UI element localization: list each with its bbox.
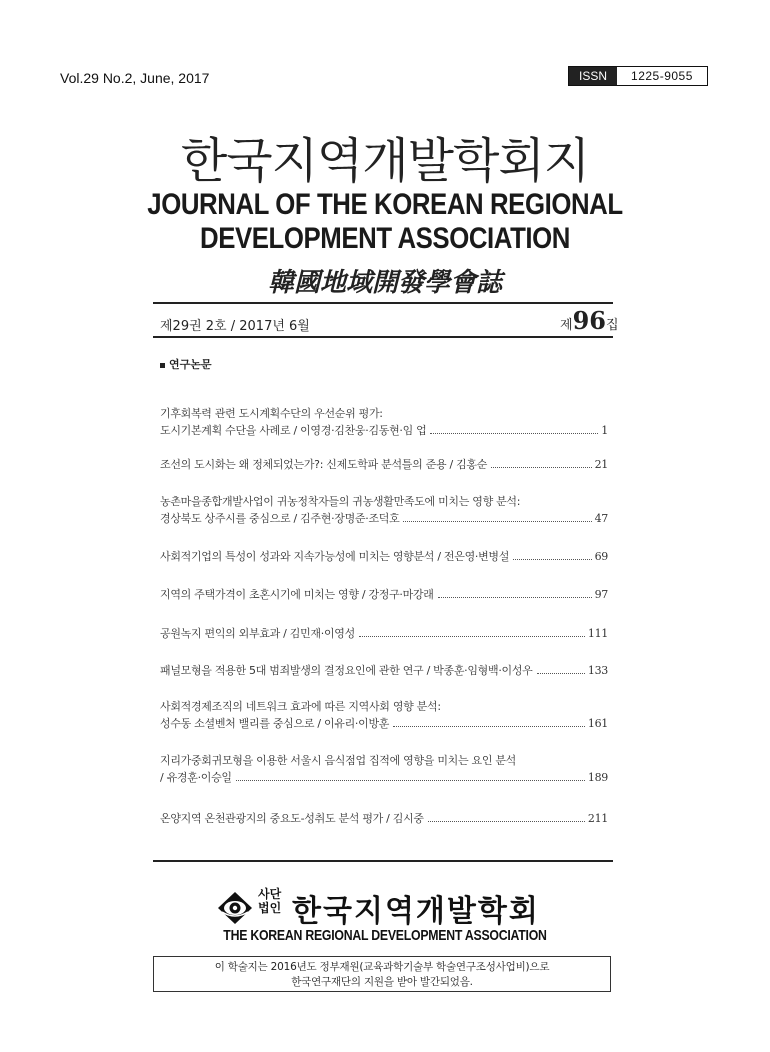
- toc-title: 온양지역 온천관광지의 중요도-성취도 분석 평가 / 김시중: [160, 812, 424, 825]
- toc-title: 조선의 도시화는 왜 정체되었는가?: 신제도학파 분석틀의 준용 / 김홍순: [160, 458, 488, 471]
- toc-page: 161: [587, 717, 608, 730]
- funding-notice: [153, 956, 611, 992]
- toc-leader: [359, 636, 585, 637]
- journal-title-english-line1: JOURNAL OF THE KOREAN REGIONAL: [147, 188, 623, 221]
- toc-page: 21: [594, 458, 608, 471]
- toc-title: 공원녹지 편익의 외부효과 / 김민재·이영성: [160, 627, 355, 640]
- volume-info: Vol.29 No.2, June, 2017: [60, 70, 210, 86]
- toc-page: 47: [594, 512, 608, 525]
- issue-number-value: 96: [572, 306, 606, 335]
- toc-title: 사회적기업의 특성이 성과와 지속가능성에 미치는 영향분석 / 전은영·변병설: [160, 550, 510, 563]
- toc-page: 1: [601, 424, 608, 437]
- toc-title: 성수동 소셜벤처 밸리를 중심으로 / 이유리·이방훈: [160, 717, 390, 730]
- publisher-name-english: THE KOREAN REGIONAL DEVELOPMENT ASSOCIATION: [223, 927, 547, 944]
- toc-leader: [236, 780, 585, 781]
- toc-title-line: 사회적경제조직의 네트워크 효과에 따른 지역사회 영향 분석:: [160, 700, 441, 713]
- section-heading: [160, 356, 212, 372]
- toc-title: 도시기본계획 수단을 사례로 / 이영경·김찬웅·김동현·임 업: [160, 424, 427, 437]
- square-bullet-icon: [160, 363, 165, 368]
- publisher-corp-type: [258, 887, 281, 915]
- funding-line2: 한국연구재단의 지원을 받아 발간되었음.: [291, 976, 473, 988]
- toc-entry[interactable]: [160, 548, 608, 565]
- toc-entry[interactable]: [160, 662, 608, 679]
- toc-title: 지역의 주택가격이 초혼시기에 미치는 영향 / 강정구·마강래: [160, 588, 434, 601]
- toc-leader: [428, 821, 585, 822]
- toc-leader: [403, 521, 591, 522]
- issn-box: [568, 66, 708, 86]
- toc-title: 패널모형을 적용한 5대 범죄발생의 결정요인에 관한 연구 / 박종훈·임형백·이성우: [160, 664, 533, 677]
- divider-middle: [153, 336, 613, 338]
- toc-title: / 유경훈·이승일: [160, 771, 232, 784]
- toc-leader: [393, 726, 585, 727]
- toc-page: 111: [587, 627, 608, 640]
- association-logo-icon: [216, 890, 254, 926]
- toc-page: 97: [594, 588, 608, 601]
- toc-leader: [491, 467, 592, 468]
- divider-top: [153, 302, 613, 304]
- issue-number-prefix: 제: [560, 318, 573, 333]
- toc-leader: [537, 673, 585, 674]
- journal-title-korean: 한국지역개발학회지: [180, 133, 590, 189]
- journal-title-english-line2: DEVELOPMENT ASSOCIATION: [200, 222, 570, 255]
- issn-number: 1225-9055: [631, 69, 693, 83]
- toc-entry[interactable]: [160, 810, 608, 827]
- toc-entry[interactable]: [160, 625, 608, 642]
- divider-bottom: [153, 860, 613, 862]
- toc-title-line: 농촌마을종합개발사업이 귀농정착자들의 귀농생활만족도에 미치는 영향 분석:: [160, 495, 521, 508]
- publisher-corp-line1: 사단: [258, 887, 282, 901]
- toc-page: 189: [587, 771, 608, 784]
- issue-number: [560, 306, 619, 335]
- toc-page: 211: [587, 812, 608, 825]
- toc-title-line: 기후회복력 관련 도시계획수단의 우선순위 평가:: [160, 407, 383, 420]
- toc-title-line: 지리가중회귀모형을 이용한 서울시 음식점업 집적에 영향을 미치는 요인 분석: [160, 754, 517, 767]
- publisher-corp-line2: 법인: [258, 901, 282, 915]
- toc-entry[interactable]: [160, 752, 608, 786]
- toc-leader: [513, 559, 592, 560]
- journal-title-hanja: 韓國地域開發學會誌: [267, 268, 502, 298]
- section-label: 연구논문: [169, 358, 212, 371]
- toc-page: 69: [594, 550, 608, 563]
- toc-title: 경상북도 상주시를 중심으로 / 김주현·장명준·조덕호: [160, 512, 400, 525]
- toc-entry[interactable]: [160, 405, 608, 439]
- toc-entry[interactable]: [160, 493, 608, 527]
- issue-info: 제29권 2호 / 2017년 6월: [160, 319, 310, 334]
- toc-leader: [438, 597, 592, 598]
- toc-entry[interactable]: [160, 698, 608, 732]
- publisher-name-korean: 한국지역개발학회: [292, 894, 540, 929]
- toc-entry[interactable]: [160, 586, 608, 603]
- toc-leader: [430, 433, 598, 434]
- toc-entry[interactable]: [160, 456, 608, 473]
- toc-page: 133: [587, 664, 608, 677]
- issue-number-suffix: 집: [605, 318, 619, 333]
- issn-label: ISSN: [569, 67, 617, 85]
- funding-line1: 이 학술지는 2016년도 정부재원(교육과학기술부 학술연구조성사업비)으로: [214, 961, 550, 973]
